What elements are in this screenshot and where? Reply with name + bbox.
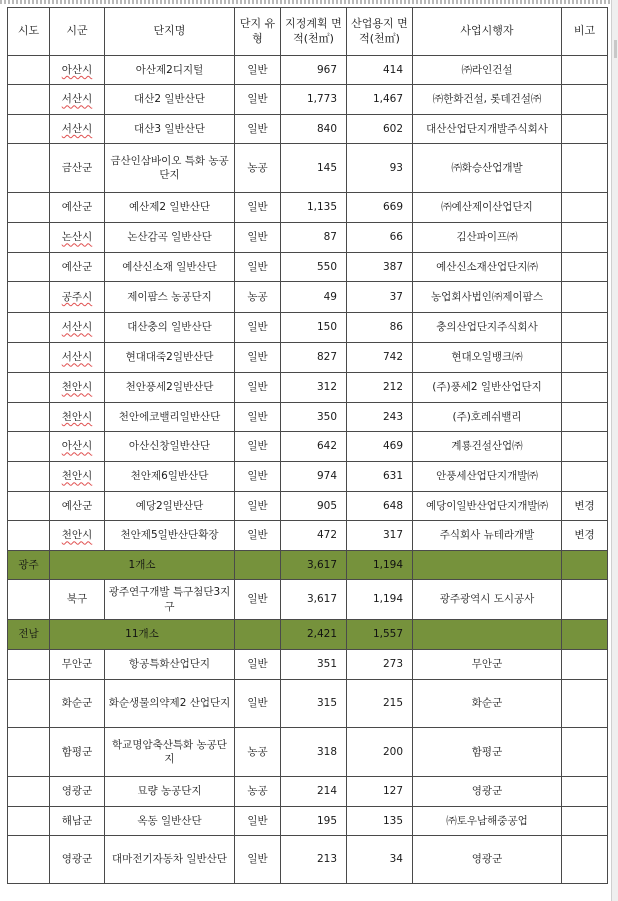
operator-cell: 광주광역시 도시공사	[413, 580, 562, 620]
complex-count-cell: 11개소	[50, 620, 235, 650]
type-cell: 일반	[235, 492, 281, 521]
operator-cell	[413, 620, 562, 650]
header-cell: 지정계획 면적(천㎡)	[281, 8, 347, 56]
sido-cell	[8, 432, 50, 462]
vertical-scrollbar[interactable]	[611, 0, 618, 901]
operator-cell: 김산파이프㈜	[413, 223, 562, 253]
complex-name-cell: 제이팜스 농공단지	[105, 282, 235, 313]
table-row	[8, 193, 608, 223]
sido-cell	[8, 680, 50, 728]
sido-cell	[8, 253, 50, 282]
industrial-area-cell: 37	[347, 282, 413, 313]
sigun-cell: 아산시	[50, 56, 105, 85]
region-summary-row	[8, 551, 608, 580]
sido-cell	[8, 728, 50, 777]
table-row	[8, 521, 608, 551]
industrial-area-cell: 66	[347, 223, 413, 253]
note-cell	[562, 432, 608, 462]
type-cell: 일반	[235, 521, 281, 551]
sido-cell	[8, 56, 50, 85]
operator-cell: 대산산업단지개발주식회사	[413, 115, 562, 144]
sido-cell	[8, 193, 50, 223]
note-cell	[562, 313, 608, 343]
complex-name-cell: 예산신소재 일반산단	[105, 253, 235, 282]
type-cell: 일반	[235, 403, 281, 432]
industrial-area-cell: 93	[347, 144, 413, 193]
operator-cell: 화순군	[413, 680, 562, 728]
plan-area-cell: 350	[281, 403, 347, 432]
sido-cell	[8, 343, 50, 373]
sigun-cell: 해남군	[50, 807, 105, 836]
note-cell	[562, 282, 608, 313]
industrial-area-cell: 273	[347, 650, 413, 680]
type-cell: 일반	[235, 373, 281, 403]
note-cell	[562, 85, 608, 115]
complex-name-cell: 논산감곡 일반산단	[105, 223, 235, 253]
complex-name-cell: 항공특화산업단지	[105, 650, 235, 680]
plan-area-cell: 974	[281, 462, 347, 492]
note-cell: 변경	[562, 492, 608, 521]
plan-area-cell: 351	[281, 650, 347, 680]
complex-name-cell: 대마전기자동차 일반산단	[105, 836, 235, 884]
plan-area-cell: 150	[281, 313, 347, 343]
industrial-area-cell: 1,467	[347, 85, 413, 115]
complex-name-cell: 천안제6일반산단	[105, 462, 235, 492]
industrial-area-cell: 200	[347, 728, 413, 777]
sigun-cell: 논산시	[50, 223, 105, 253]
note-cell	[562, 403, 608, 432]
industrial-area-cell: 127	[347, 777, 413, 807]
industrial-area-cell: 215	[347, 680, 413, 728]
industrial-area-cell: 212	[347, 373, 413, 403]
industrial-area-cell: 243	[347, 403, 413, 432]
sido-cell	[8, 462, 50, 492]
type-cell: 일반	[235, 432, 281, 462]
complex-name-cell: 천안에코밸리일반산단	[105, 403, 235, 432]
header-cell: 사업시행자	[413, 8, 562, 56]
plan-area-cell: 967	[281, 56, 347, 85]
sigun-cell: 서산시	[50, 85, 105, 115]
complex-name-cell: 예당2일반산단	[105, 492, 235, 521]
operator-cell: ㈜토우남해중공업	[413, 807, 562, 836]
table-row	[8, 432, 608, 462]
table-row	[8, 807, 608, 836]
table-row	[8, 253, 608, 282]
type-cell: 농공	[235, 777, 281, 807]
complex-name-cell: 대산3 일반산단	[105, 115, 235, 144]
sido-cell	[8, 492, 50, 521]
complex-name-cell: 천안제5일반산단확장	[105, 521, 235, 551]
plan-area-cell: 1,773	[281, 85, 347, 115]
note-cell	[562, 777, 608, 807]
operator-cell: 농업회사법인㈜제이팜스	[413, 282, 562, 313]
header-cell: 단지명	[105, 8, 235, 56]
plan-area-cell: 3,617	[281, 551, 347, 580]
complex-name-cell: 천안풍세2일반산단	[105, 373, 235, 403]
table-row	[8, 403, 608, 432]
operator-cell: 충의산업단지주식회사	[413, 313, 562, 343]
operator-cell: 함평군	[413, 728, 562, 777]
type-cell: 일반	[235, 253, 281, 282]
note-cell: 변경	[562, 521, 608, 551]
complex-name-cell: 옥동 일반산단	[105, 807, 235, 836]
header-cell: 시도	[8, 8, 50, 56]
plan-area-cell: 1,135	[281, 193, 347, 223]
table-row	[8, 223, 608, 253]
type-cell: 일반	[235, 680, 281, 728]
industrial-area-cell: 414	[347, 56, 413, 85]
sigun-cell: 서산시	[50, 115, 105, 144]
operator-cell: 영광군	[413, 836, 562, 884]
note-cell	[562, 580, 608, 620]
industrial-area-cell: 742	[347, 343, 413, 373]
sigun-cell: 천안시	[50, 373, 105, 403]
industrial-area-cell: 669	[347, 193, 413, 223]
sido-cell	[8, 373, 50, 403]
type-cell: 일반	[235, 580, 281, 620]
note-cell	[562, 223, 608, 253]
note-cell	[562, 836, 608, 884]
sido-cell	[8, 115, 50, 144]
sido-cell	[8, 144, 50, 193]
industrial-area-cell: 135	[347, 807, 413, 836]
region-summary-row	[8, 620, 608, 650]
plan-area-cell: 905	[281, 492, 347, 521]
note-cell	[562, 144, 608, 193]
plan-area-cell: 840	[281, 115, 347, 144]
plan-area-cell: 195	[281, 807, 347, 836]
type-cell: 농공	[235, 144, 281, 193]
sigun-cell: 영광군	[50, 836, 105, 884]
sido-cell	[8, 313, 50, 343]
industrial-area-cell: 34	[347, 836, 413, 884]
note-cell	[562, 807, 608, 836]
sido-cell	[8, 85, 50, 115]
type-cell: 일반	[235, 56, 281, 85]
note-cell	[562, 56, 608, 85]
complex-name-cell: 아산신창일반산단	[105, 432, 235, 462]
plan-area-cell: 315	[281, 680, 347, 728]
type-cell: 일반	[235, 343, 281, 373]
sigun-cell: 천안시	[50, 521, 105, 551]
plan-area-cell: 3,617	[281, 580, 347, 620]
sigun-cell: 예산군	[50, 253, 105, 282]
type-cell: 일반	[235, 807, 281, 836]
complex-name-cell: 화순생물의약제2 산업단지	[105, 680, 235, 728]
table-row	[8, 680, 608, 728]
operator-cell: ㈜라인건설	[413, 56, 562, 85]
type-cell: 농공	[235, 282, 281, 313]
industrial-area-cell: 469	[347, 432, 413, 462]
note-cell	[562, 193, 608, 223]
type-cell: 일반	[235, 193, 281, 223]
complex-count-cell: 1개소	[50, 551, 235, 580]
note-cell	[562, 343, 608, 373]
note-cell	[562, 728, 608, 777]
plan-area-cell: 642	[281, 432, 347, 462]
table-row	[8, 373, 608, 403]
table-row	[8, 462, 608, 492]
industrial-area-cell: 86	[347, 313, 413, 343]
sigun-cell: 무안군	[50, 650, 105, 680]
header-cell: 단지 유형	[235, 8, 281, 56]
type-cell: 농공	[235, 728, 281, 777]
operator-cell: (주)풍세2 일반산업단지	[413, 373, 562, 403]
sigun-cell: 아산시	[50, 432, 105, 462]
table-row	[8, 282, 608, 313]
industrial-area-cell: 1,194	[347, 551, 413, 580]
type-cell: 일반	[235, 650, 281, 680]
sido-cell	[8, 521, 50, 551]
plan-area-cell: 318	[281, 728, 347, 777]
scrollbar-thumb[interactable]	[614, 40, 617, 58]
type-cell	[235, 620, 281, 650]
page-top-border	[0, 0, 618, 4]
operator-cell: 현대오일뱅크㈜	[413, 343, 562, 373]
table-row	[8, 144, 608, 193]
table-body	[8, 56, 608, 884]
sigun-cell: 예산군	[50, 492, 105, 521]
sigun-cell: 함평군	[50, 728, 105, 777]
header-cell: 비고	[562, 8, 608, 56]
header-cell: 산업용지 면적(천㎡)	[347, 8, 413, 56]
sido-cell	[8, 650, 50, 680]
operator-cell: ㈜한화건설, 롯데건설㈜	[413, 85, 562, 115]
complex-name-cell: 학교명암축산특화 농공단지	[105, 728, 235, 777]
sido-cell	[8, 807, 50, 836]
sido-cell: 전남	[8, 620, 50, 650]
industrial-area-cell: 631	[347, 462, 413, 492]
table-row	[8, 728, 608, 777]
plan-area-cell: 312	[281, 373, 347, 403]
plan-area-cell: 213	[281, 836, 347, 884]
sigun-cell: 서산시	[50, 313, 105, 343]
sigun-cell: 예산군	[50, 193, 105, 223]
industrial-area-cell: 317	[347, 521, 413, 551]
complex-name-cell: 금산인삼바이오 특화 농공단지	[105, 144, 235, 193]
operator-cell: ㈜예산제이산업단지	[413, 193, 562, 223]
type-cell: 일반	[235, 223, 281, 253]
table-row	[8, 56, 608, 85]
complex-name-cell: 현대대죽2일반산단	[105, 343, 235, 373]
complex-name-cell: 묘량 농공단지	[105, 777, 235, 807]
table-row	[8, 650, 608, 680]
table-row	[8, 836, 608, 884]
complex-name-cell: 대산충의 일반산단	[105, 313, 235, 343]
note-cell	[562, 253, 608, 282]
sido-cell	[8, 836, 50, 884]
note-cell	[562, 115, 608, 144]
note-cell	[562, 680, 608, 728]
sido-cell: 광주	[8, 551, 50, 580]
type-cell: 일반	[235, 313, 281, 343]
table-row	[8, 343, 608, 373]
operator-cell: ㈜화승산업개발	[413, 144, 562, 193]
sigun-cell: 영광군	[50, 777, 105, 807]
table-row	[8, 580, 608, 620]
type-cell: 일반	[235, 462, 281, 492]
table-row	[8, 115, 608, 144]
type-cell: 일반	[235, 836, 281, 884]
sido-cell	[8, 282, 50, 313]
type-cell: 일반	[235, 115, 281, 144]
operator-cell: (주)호레쉬밸리	[413, 403, 562, 432]
operator-cell: 계룡건설산업㈜	[413, 432, 562, 462]
sigun-cell: 북구	[50, 580, 105, 620]
sigun-cell: 천안시	[50, 403, 105, 432]
sigun-cell: 서산시	[50, 343, 105, 373]
note-cell	[562, 620, 608, 650]
header-row	[8, 8, 608, 56]
operator-cell: 안풍세산업단지개발㈜	[413, 462, 562, 492]
operator-cell	[413, 551, 562, 580]
type-cell	[235, 551, 281, 580]
table-row	[8, 313, 608, 343]
complex-name-cell: 아산제2디지털	[105, 56, 235, 85]
note-cell	[562, 551, 608, 580]
header-cell: 시군	[50, 8, 105, 56]
plan-area-cell: 214	[281, 777, 347, 807]
note-cell	[562, 462, 608, 492]
sido-cell	[8, 580, 50, 620]
plan-area-cell: 87	[281, 223, 347, 253]
sido-cell	[8, 403, 50, 432]
sigun-cell: 천안시	[50, 462, 105, 492]
sigun-cell: 공주시	[50, 282, 105, 313]
operator-cell: 예산신소재산업단지㈜	[413, 253, 562, 282]
industrial-area-cell: 1,194	[347, 580, 413, 620]
operator-cell: 무안군	[413, 650, 562, 680]
operator-cell: 예당이일반산업단지개발㈜	[413, 492, 562, 521]
sigun-cell: 화순군	[50, 680, 105, 728]
table-row	[8, 492, 608, 521]
note-cell	[562, 373, 608, 403]
table-row	[8, 777, 608, 807]
table-row	[8, 85, 608, 115]
complex-name-cell: 예산제2 일반산단	[105, 193, 235, 223]
industrial-area-cell: 387	[347, 253, 413, 282]
operator-cell: 영광군	[413, 777, 562, 807]
plan-area-cell: 2,421	[281, 620, 347, 650]
operator-cell: 주식회사 뉴테라개발	[413, 521, 562, 551]
sido-cell	[8, 777, 50, 807]
note-cell	[562, 650, 608, 680]
sido-cell	[8, 223, 50, 253]
complex-name-cell: 광주연구개발 특구첨단3지구	[105, 580, 235, 620]
plan-area-cell: 145	[281, 144, 347, 193]
industrial-complex-table	[7, 7, 608, 884]
plan-area-cell: 472	[281, 521, 347, 551]
industrial-area-cell: 1,557	[347, 620, 413, 650]
sigun-cell: 금산군	[50, 144, 105, 193]
plan-area-cell: 49	[281, 282, 347, 313]
complex-name-cell: 대산2 일반산단	[105, 85, 235, 115]
type-cell: 일반	[235, 85, 281, 115]
plan-area-cell: 550	[281, 253, 347, 282]
plan-area-cell: 827	[281, 343, 347, 373]
industrial-area-cell: 602	[347, 115, 413, 144]
industrial-area-cell: 648	[347, 492, 413, 521]
